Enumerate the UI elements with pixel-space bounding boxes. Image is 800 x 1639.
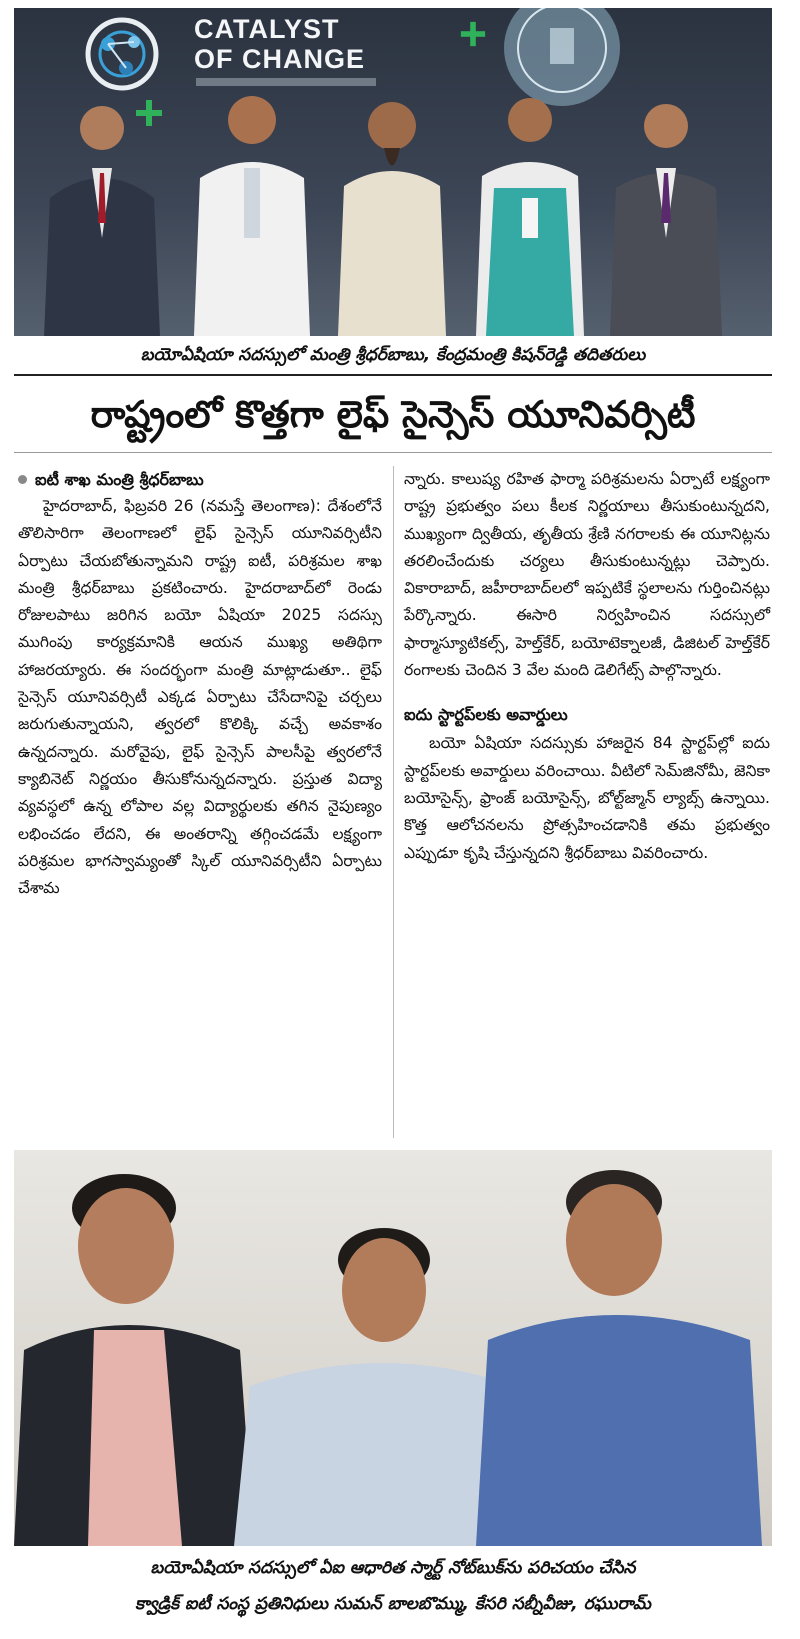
caption-divider	[14, 374, 772, 376]
caption-line-1: బయోఏషియా సదస్సులో ఏఐ ఆధారిత స్మార్ట్ నోట్‌బుక్‌ను పరిచయం చేసిన	[150, 1558, 636, 1578]
person	[44, 106, 160, 336]
person	[476, 1170, 762, 1546]
bullet-icon	[18, 475, 27, 484]
article-paragraph: బయో ఏషియా సదస్సుకు హాజరైన 84 స్టార్టప్‌ల్లో ఐదు స్టార్టప్‌లకు అవార్డులు వరించాయి. వీటిలో సెమ్‌జినోమీ, జెనికా బయోసైన్స్, ఫ్రాంజ్ బయోసైన్స్, బోల్ట్‌జ్మాన్ ల్యాబ్స్ ఉన్నాయి. కొత్త ఆలోచనలను ప్రోత్సహించడానికి తమ ప్రభుత్వం ఎప్పుడూ కృషి చేస్తున్నదని శ్రీధర్‌బాబు వివరించారు.	[404, 734, 770, 862]
person	[194, 96, 310, 336]
section-subheading: ఐదు స్టార్టప్‌లకు అవార్డులు	[404, 705, 568, 725]
bottom-photo	[14, 1150, 772, 1546]
article-headline: రాష్ట్రంలో కొత్తగా లైఫ్ సైన్సెస్ యూనివర్సిటీ	[90, 393, 696, 436]
column-separator	[393, 466, 394, 1138]
person	[338, 102, 446, 336]
person	[610, 104, 722, 336]
banner-line-1: CATALYST	[194, 14, 340, 44]
article-paragraph: హైదరాబాద్, ఫిబ్రవరి 26 (నమస్తే తెలంగాణ): దేశంలోనే తొలిసారిగా తెలంగాణలో లైఫ్ సైన్సెస్ యూనివర్సిటీని ఏర్పాటు చేయబోతున్నామని రాష్ట్ర ఐటీ, పరిశ్రమల శాఖ మంత్రి శ్రీధర్‌బాబు ప్రకటించారు. హైదరాబాద్‌లో రెండు రోజులపాటు జరిగిన బయో ఏషియా 2025 సదస్సు ముగింపు కార్యక్రమానికి ఆయన ముఖ్య అతిథిగా హాజరయ్యారు. ఈ సందర్భంగా మంత్రి మాట్లాడుతూ.. లైఫ్ సైన్సెస్ యూనివర్సిటీ ఎక్కడ ఏర్పాటు చేసేదానిపై చర్చలు జరుగుతున్నాయని, త్వరలో కొలిక్కి వచ్చే అవకాశం ఉన్నదన్నారు. మరోవైపు, లైఫ్ సైన్సెస్ పాలసీపై త్వరలోనే క్యాబినెట్ నిర్ణయం తీసుకోనున్నదన్నారు. ప్రస్తుత విద్యా వ్యవస్థలో ఉన్న లోపాల వల్ల విద్యార్థులకు తగిన నైపుణ్యం లభించడం లేదని, ఈ అంతరాన్ని తగ్గించడమే లక్ష్యంగా పరిశ్రమల భాగస్వామ్యంతో స్కిల్ యూనివర్సిటీని ఏర్పాటు చేశామ	[18, 497, 382, 898]
banner-line-2: OF CHANGE	[194, 44, 365, 74]
people-group-top	[14, 8, 772, 336]
byline	[18, 466, 382, 493]
person	[14, 1174, 254, 1546]
article-column-left	[18, 466, 382, 902]
article-paragraph: న్నారు. కాలుష్య రహిత ఫార్మా పరిశ్రమలను ఏర్పాటే లక్ష్యంగా రాష్ట్ర ప్రభుత్వం పలు కీలక నిర్ణయాలు తీసుకుంటున్నదని, ముఖ్యంగా ద్వితీయ, తృతీయ శ్రేణి నగరాలకు ఈ యూనిట్లను తరలించేందుకు చర్యలు తీసుకుంటున్నట్లు చెప్పారు. వికారాబాద్, జహీరాబాద్‌లలో ఇప్పటికే స్థలాలను గుర్తించినట్లు పేర్కొన్నారు. ఈసారి నిర్వహించిన సదస్సులో ఫార్మాస్యూటికల్స్, హెల్త్‌కేర్, బయోటెక్నాలజీ, డిజిటల్ హెల్త్‌కేర్ రంగాలకు చెందిన 3 వేల మంది డెలిగేట్స్ పాల్గొన్నారు.	[404, 470, 770, 680]
person	[476, 98, 584, 336]
top-photo-caption: బయోఏషియా సదస్సులో మంత్రి శ్రీధర్‌బాబు, కేంద్రమంత్రి కిషన్‌రెడ్డి తదితరులు	[140, 345, 646, 365]
people-group-bottom	[14, 1150, 772, 1546]
bottom-photo-caption	[14, 1550, 772, 1630]
article-column-right	[404, 466, 770, 867]
top-photo	[14, 8, 772, 336]
headline-divider	[14, 452, 772, 453]
byline-text: ఐటీ శాఖ మంత్రి శ్రీధర్‌బాబు	[35, 469, 204, 489]
caption-line-2: క్వాడ్రిక్ ఐటీ సంస్థ ప్రతినిధులు సుమన్ బాలబొమ్ము, కేసరి సబ్నీవీజు, రఘురామ్	[135, 1594, 651, 1614]
